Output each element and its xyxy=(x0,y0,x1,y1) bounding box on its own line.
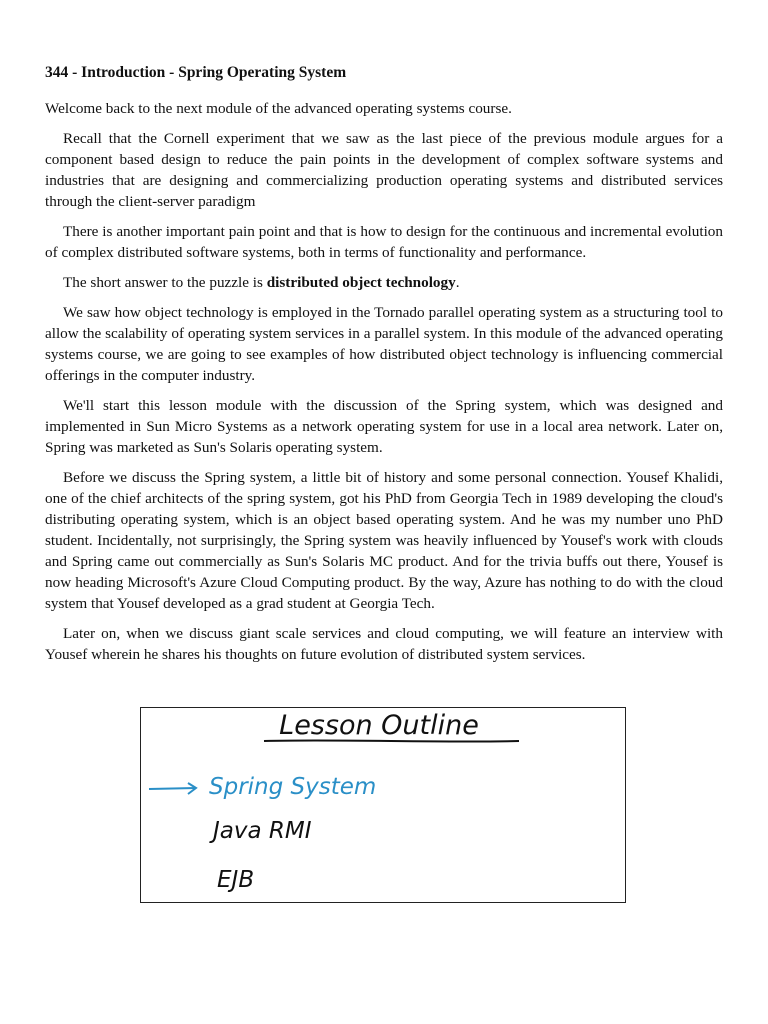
paragraph-3: There is another important pain point and that is how to design for the continuous and incremental evolution of complex distributed software systems, both in terms of functionality and performance. xyxy=(45,223,723,261)
paragraph-7: Before we discuss the Spring system, a little bit of history and some personal connection. Yousef Khalidi, one of the chief architects of the spring system, got his PhD from Georgia Tech in 1989 developing the cloud's distributing operating system, which is an object based operating system. And he was my number uno PhD student. Incidentally, not surprisingly, the Spring system was heavily influenced by Yousef's work with clouds and Spring came out commercially as Sun's Solaris MC product. And for the trivia buffs out there, Yousef is now heading Microsoft's Azure Cloud Computing product. By the way, Azure has nothing to do with the cloud system that Yousef developed as a grad student at Georgia Tech. xyxy=(45,469,723,612)
lesson-outline-figure xyxy=(140,707,626,903)
outline-item-spring-system: Spring System xyxy=(209,774,377,800)
paragraph-8: Later on, when we discuss giant scale services and cloud computing, we will feature an interview with Yousef wherein he shares his thoughts on future evolution of distributed system services. xyxy=(45,625,723,663)
outline-item-java-rmi: Java RMI xyxy=(213,818,312,844)
figure-heading: Lesson Outline xyxy=(279,710,479,741)
paragraph-4-end: . xyxy=(455,274,460,291)
paragraph-4 xyxy=(45,272,723,293)
bold-term: distributed object technology xyxy=(266,274,456,291)
paragraph-1: Welcome back to the next module of the advanced operating systems course. xyxy=(45,100,512,117)
heading-underline xyxy=(264,740,519,741)
paragraph-2: Recall that the Cornell experiment that we saw as the last piece of the previous module argues for a component based design to reduce the pain points in the development of complex software systems and industries that are designing and commercializing production operating systems and distributed services through the client-server paradigm xyxy=(45,130,723,210)
paragraph-6: We'll start this lesson module with the discussion of the Spring system, which was designed and implemented in Sun Micro Systems as a network operating system for use in a local area network. Later on, Spring was marketed as Sun's Solaris operating system. xyxy=(45,397,723,456)
document-body xyxy=(45,62,723,674)
outline-item-ejb: EJB xyxy=(217,867,255,893)
paragraph-4-text: The short answer to the puzzle is xyxy=(63,274,267,291)
lesson-outline-drawing xyxy=(141,708,625,902)
paragraph-5: We saw how object technology is employed in the Tornado parallel operating system as a structuring tool to allow the scalability of operating system services in a parallel system. In this module of the advanced operating systems course, we are going to see examples of how distributed object technology is influencing commercial offerings in the computer industry. xyxy=(45,304,723,384)
right-arrow-icon xyxy=(149,783,196,794)
document-title: 344 - Introduction - Spring Operating System xyxy=(45,64,347,81)
